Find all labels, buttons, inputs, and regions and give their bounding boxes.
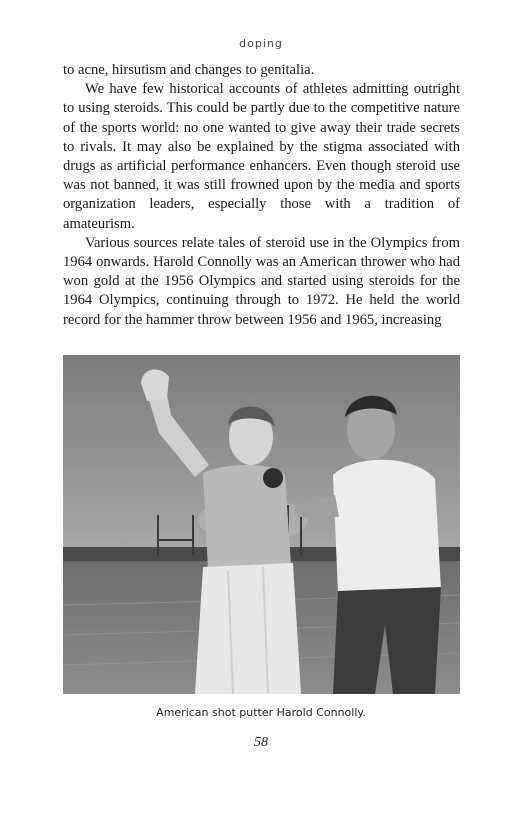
photograph: [63, 355, 460, 694]
paragraph: Various sources relate tales of steroid use in the Olympics from 1964 onwards. Harold Connolly was an American thrower who had won gold at the 1956 Olympics and started using steroids for the 1964 Olympics, continuing through to 1972. He held the world record for the hammer throw between 1956 and 1965, increasing: [63, 234, 460, 328]
body-text: [63, 61, 460, 330]
running-head: doping: [239, 37, 283, 50]
paragraph-continuation: to acne, hirsutism and changes to genitalia.: [63, 62, 315, 78]
photo-illustration: [63, 355, 460, 694]
paragraph: We have few historical accounts of athletes admitting outright to using steroids. This could be partly due to the competitive nature of the sports world: no one wanted to give away their trade secrets to rivals. It may also be explained by the stigma associated with drugs as artificial performance enhancers. Even though steroid use was not banned, it was still frowned upon by the media and sports organization leaders, especially those with a tradition of amateurism.: [63, 81, 460, 232]
photo-caption: American shot putter Harold Connolly.: [156, 706, 366, 719]
page-number: 58: [254, 735, 268, 750]
